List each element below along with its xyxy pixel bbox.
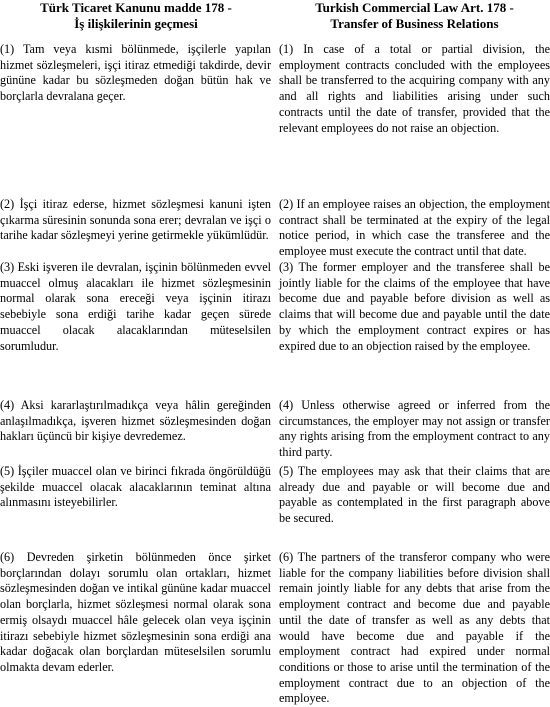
turkish-paragraph-1: (1) Tam veya kısmi bölünmede, işçilerle yapılan hizmet sözleşmeleri, işçi itiraz etmediği takdirde, devir gününe kadar bu sözleşmeden doğan bütün hak ve borçlarla devralana geçer.: [0, 42, 271, 104]
english-heading-title: Turkish Commercial Law Art. 178 -: [315, 0, 514, 15]
english-paragraph-3: (3) The former employer and the transferee shall be jointly liable for the claims of the employee that have become due and payable before division as well as claims that will become due and payable until the date by which the employment contract expires or has expired due to an objection raised by the employee.: [279, 260, 550, 353]
english-column-heading: [279, 0, 550, 31]
turkish-paragraph-3: (3) Eski işveren ile devralan, işçinin bölünmeden evvel muaccel olmuş alacakları ile hizmet sözleşmesinin normal olarak sona ereceği veya işçinin itirazı sebebiyle sona erdiği tarihe kadar geçen sürede muaccel olacak alacaklarından müteselsilen sorumludur.: [0, 260, 271, 353]
english-paragraph-6: (6) The partners of the transferor company who were liable for the company liabilities before division shall remain jointly liable for any debts that arise from the employment contract and become due and payable until the date of transfer as well as any debts that would have become due and payable if the employment contract had expired under normal conditions or those to arise until the termination of the employment contract due to an objection of the employee.: [279, 550, 550, 706]
turkish-heading-subtitle: İş ilişkilerinin geçmesi: [74, 15, 198, 31]
turkish-paragraph-2: (2) İşçi itiraz ederse, hizmet sözleşmesi kanuni işten çıkarma süresinin sonunda sona erer; devralan ve işçi o tarihe kadar sözleşmeyi yerine getirmekle yükümlüdür.: [0, 197, 271, 243]
english-heading-subtitle: Transfer of Business Relations: [330, 15, 499, 31]
turkish-paragraph-4: (4) Aksi kararlaştırılmadıkça veya hâlin gereğinden anlaşılmadıkça, işveren hizmet sözleşmesinden doğan hakları üçüncü bir kişiye devredemez.: [0, 398, 271, 444]
turkish-heading-title: Türk Ticaret Kanunu madde 178 -: [40, 0, 232, 15]
english-paragraph-2: (2) If an employee raises an objection, the employment contract shall be terminated at the expiry of the legal notice period, in which case the transferee and the employee must execute the contract until that date.: [279, 197, 550, 259]
english-paragraph-5: (5) The employees may ask that their claims that are already due and payable or will become due and payable as contemplated in the first paragraph above be secured.: [279, 464, 550, 526]
english-paragraph-4: (4) Unless otherwise agreed or inferred from the circumstances, the employer may not assign or transfer any rights arising from the employment contract to any third party.: [279, 398, 550, 460]
turkish-paragraph-5: (5) İşçiler muaccel olan ve birinci fıkrada öngörüldüğü şekilde muaccel olacak alacaklarının teminat altına alınmasını isteyebilirler.: [0, 464, 271, 510]
english-paragraph-1: (1) In case of a total or partial division, the employment contracts concluded with the employees shall be transferred to the acquiring company with any and all rights and liabilities arising under such contracts until the date of transfer, provided that the relevant employees do not raise an objection.: [279, 42, 550, 135]
turkish-column-heading: [0, 0, 272, 31]
turkish-paragraph-6: (6) Devreden şirketin bölünmeden önce şirket borçlarından dolayı sorumlu olan ortakları, hizmet sözleşmesinden doğan ve intikal gününe kadar muaccel olan borçlarla, hizmet sözleşmesi normal olarak sona ermiş olsaydı muaccel hâle gelecek olan veya işçinin itirazı sebebiyle hizmet sözleşmesinin sona erdiği ana kadar doğacak olan borçlardan müteselsilen sorumlu olmakta devam ederler.: [0, 550, 271, 674]
